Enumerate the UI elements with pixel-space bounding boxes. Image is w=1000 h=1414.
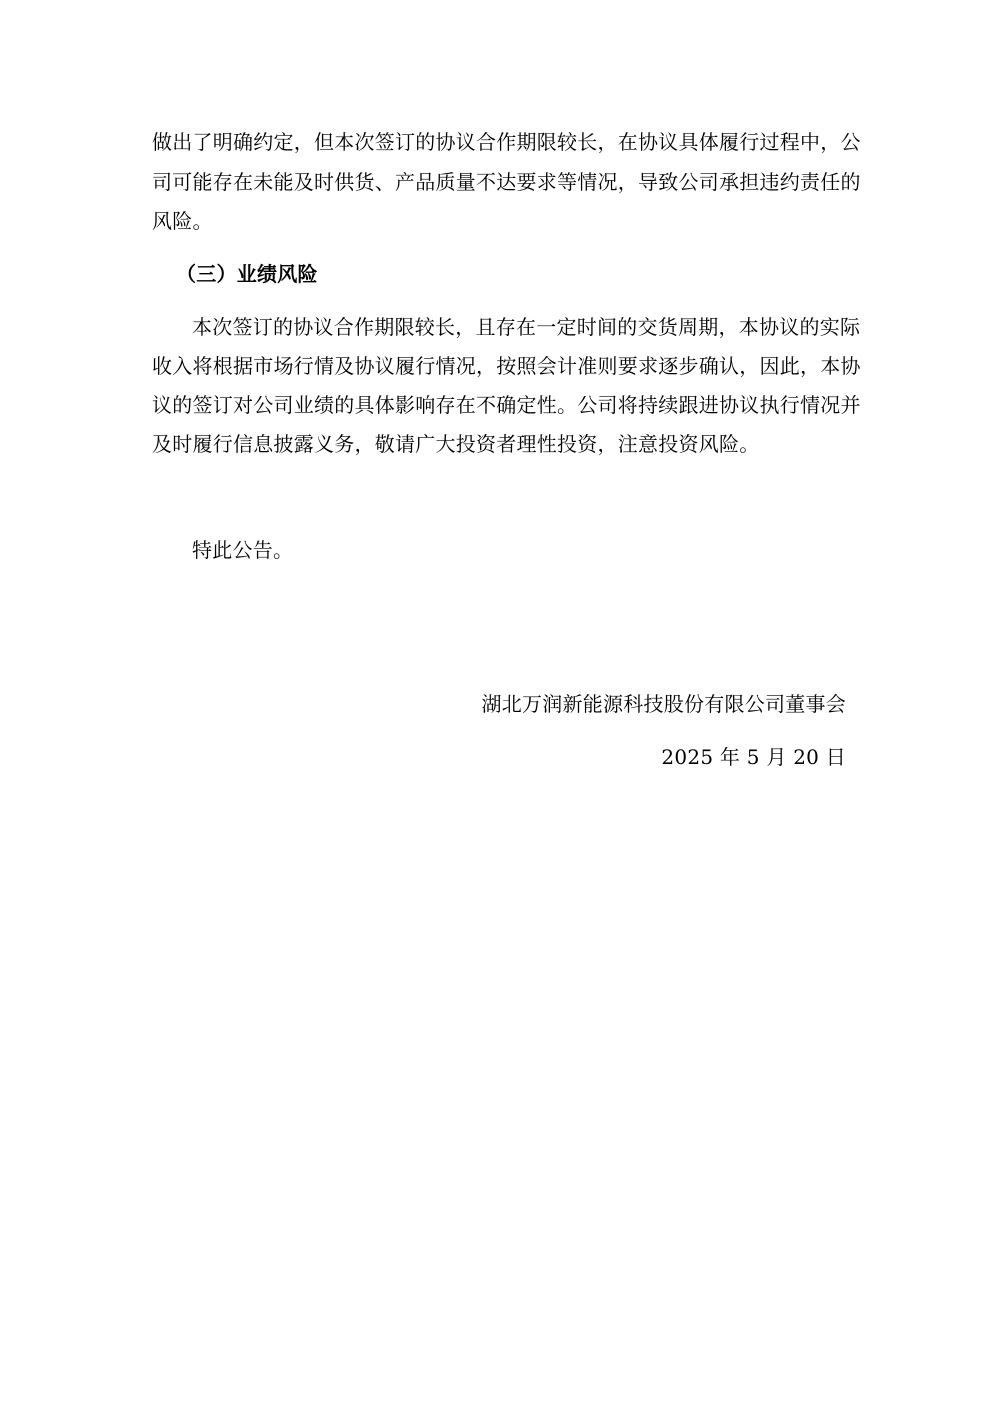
paragraph-line: 风险。 bbox=[152, 209, 213, 233]
paragraph-line: 司可能存在未能及时供货、产品质量不达要求等情况，导致公司承担违约责任的 bbox=[152, 170, 861, 194]
paragraph-line: 及时履行信息披露义务，敬请广大投资者理性投资，注意投资风险。 bbox=[152, 432, 760, 456]
paragraph-line: 议的签订对公司业绩的具体影响存在不确定性。公司将持续跟进协议执行情况并 bbox=[152, 393, 861, 417]
signature-company: 湖北万润新能源科技股份有限公司董事会 bbox=[481, 692, 846, 716]
paragraph-line: 做出了明确约定，但本次签订的协议合作期限较长，在协议具体履行过程中，公 bbox=[152, 130, 861, 154]
paragraph-line: 收入将根据市场行情及协议履行情况，按照会计准则要求逐步确认，因此，本协 bbox=[152, 354, 861, 378]
paragraph-line: 本次签订的协议合作期限较长，且存在一定时间的交货周期，本协议的实际 bbox=[192, 315, 861, 339]
section-heading: （三）业绩风险 bbox=[176, 262, 318, 286]
signature-date: 2025 年 5 月 20 日 bbox=[661, 745, 846, 769]
closing-statement: 特此公告。 bbox=[192, 538, 294, 562]
